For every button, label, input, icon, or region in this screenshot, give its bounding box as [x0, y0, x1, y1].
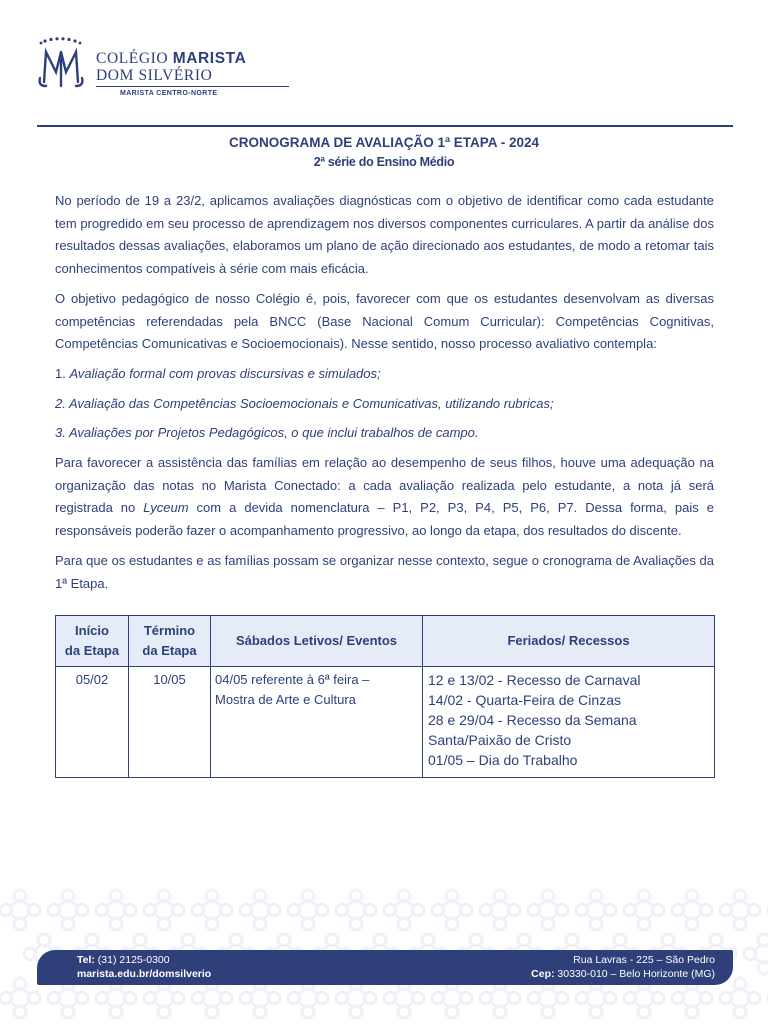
pattern-flower [720, 978, 760, 1018]
footer-bar [37, 950, 733, 985]
pattern-flower [480, 890, 520, 930]
holiday-item: 12 e 13/02 - Recesso de Carnaval [428, 672, 641, 688]
cell-holidays [423, 667, 715, 778]
pattern-flower [0, 890, 40, 930]
document-title: CRONOGRAMA DE AVALIAÇÃO 1ª ETAPA - 2024 [228, 135, 540, 150]
document-body [55, 190, 714, 602]
pattern-flower [528, 890, 568, 930]
school-name-line2: DOM SILVÉRIO [96, 67, 213, 84]
paragraph-diagnostic: No período de 19 a 23/2, aplicamos avaliações diagnósticas com o objetivo de identificar como cada estudante tem progredido em seu processo de aprendizagem nos diversos componentes curriculares. A partir da análise dos resultados dessas avaliações, elaboramos um plano de ação direcionado aos estudantes, de modo a retomar tais conhecimentos compatíveis à série com mais eficácia. [55, 193, 714, 277]
header-end: Término da Etapa [129, 616, 211, 667]
logo-divider [96, 86, 289, 87]
pattern-flower [576, 890, 616, 930]
pattern-flower [384, 890, 424, 930]
pattern-flower [144, 890, 184, 930]
pattern-flower [336, 890, 376, 930]
cell-start: 05/02 [56, 667, 129, 778]
schedule-table [55, 615, 715, 778]
paragraph-grades: Para favorecer a assistência das famílias em relação ao desempenho de seus filhos, houve uma adequação na organização das notas no Marista Conectado: a cada avaliação realizada pelo estudante, a nota já será registrada no Lyceum com a devida nomenclatura – P1, P2, P3, P4, P5, P6, P7. Dessa forma, pais e responsáveis poderão fazer o acompanhamento progressivo, ao longo da etapa, dos resultados do discente. [55, 455, 714, 539]
list-item: 1. Avaliação formal com provas discursivas e simulados; [55, 365, 381, 381]
postal-code: 30330-010 – Belo Horizonte (MG) [554, 967, 715, 980]
phone-number: (31) 2125-0300 [94, 954, 170, 966]
table-header-row [56, 616, 715, 667]
pattern-flower [624, 890, 664, 930]
header-holidays: Feriados/ Recessos [423, 616, 715, 667]
pattern-flower [0, 978, 40, 1018]
header-saturdays: Sábados Letivos/ Eventos [211, 616, 423, 667]
paragraph-objective: O objetivo pedagógico de nosso Colégio é, pois, favorecer com que os estudantes desenvolvam as diversas competências referendadas pela BNCC (Base Nacional Comum Curricular): Competências Cognitivas, Competências Comunicativas e Socioemocionais). Nesse sentido, nosso processo avaliativo contempla: [55, 290, 714, 352]
pattern-flower [48, 890, 88, 930]
pattern-flower [240, 890, 280, 930]
pattern-flower [744, 934, 768, 974]
cell-end: 10/05 [129, 667, 211, 778]
school-logo [36, 34, 266, 100]
holiday-item: Santa/Paixão de Cristo [428, 732, 572, 748]
pattern-flower [720, 890, 760, 930]
header-start: Início da Etapa [56, 616, 129, 667]
cell-saturdays: 04/05 referente à 6ª feira – Mostra de Arte e Cultura [211, 667, 423, 778]
list-item: 2. Avaliação das Competências Socioemocionais e Comunicativas, utilizando rubricas; [55, 395, 554, 411]
list-item: 3. Avaliações por Projetos Pedagógicos, o que inclui trabalhos de campo. [55, 425, 479, 441]
marist-monogram-icon [36, 36, 86, 92]
street-address: Rua Lavras - 225 – São Pedro [573, 954, 715, 966]
pattern-flower [672, 890, 712, 930]
school-name-line1: COLÉGIO MARISTA [96, 50, 247, 67]
header-divider [37, 125, 733, 127]
website-link[interactable]: marista.edu.br/domsilverio [77, 967, 212, 980]
paragraph-schedule-intro: Para que os estudantes e as famílias possam se organizar nesse contexto, segue o cronograma de Avaliações da 1ª Etapa. [55, 552, 714, 591]
pattern-flower [432, 890, 472, 930]
holiday-item: 28 e 29/04 - Recesso da Semana [428, 712, 637, 728]
footer-address: Rua Lavras - 225 – São Pedro Cep: 30330-010 – Belo Horizonte (MG) [531, 954, 715, 980]
network-name: MARISTA CENTRO-NORTE [120, 90, 218, 97]
document-subtitle: 2ª série do Ensino Médio [313, 155, 455, 169]
pattern-flower [192, 890, 232, 930]
holiday-item: 14/02 - Quarta-Feira de Cinzas [428, 692, 621, 708]
footer-contact: Tel: (31) 2125-0300 marista.edu.br/domsilverio [77, 954, 212, 980]
pattern-flower [96, 890, 136, 930]
table-row [56, 667, 715, 778]
pattern-flower [288, 890, 328, 930]
holiday-item: 01/05 – Dia do Trabalho [428, 752, 578, 768]
